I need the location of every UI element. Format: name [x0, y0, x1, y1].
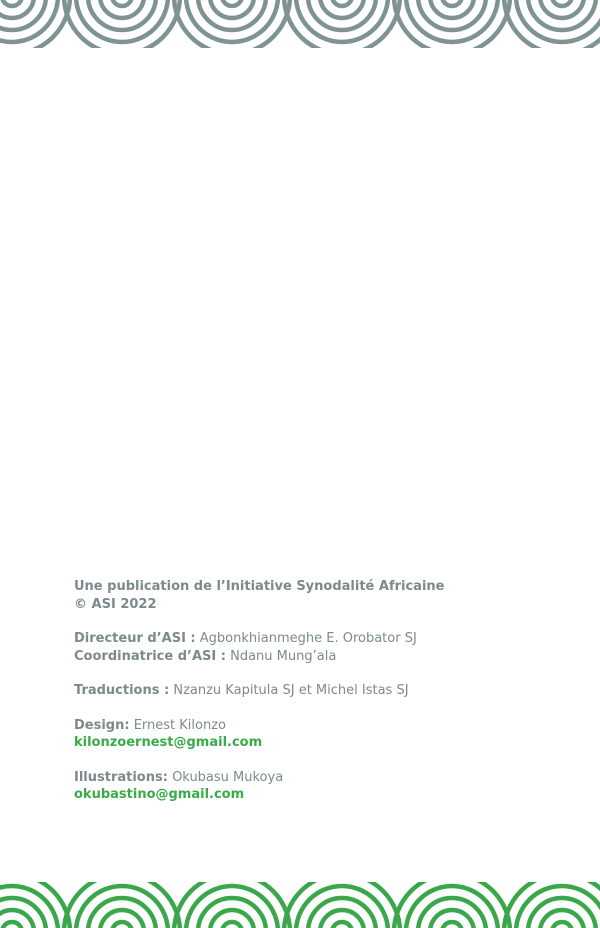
director-label: Directeur d’ASI :	[74, 631, 196, 646]
decorative-ring	[222, 0, 242, 6]
decorative-ring	[2, 0, 22, 6]
illustrations-label: Illustrations:	[74, 769, 168, 785]
decorative-ring	[320, 0, 364, 18]
coordinator-line	[74, 648, 574, 666]
director-name: Agbonkhianmeghe E. Orobator SJ	[199, 631, 417, 646]
design-line	[74, 717, 574, 735]
design-label: Design:	[74, 717, 130, 733]
translations-names: Nzanzu Kapitula SJ et Michel Istas SJ	[173, 683, 409, 698]
concentric-circles-pattern	[0, 0, 600, 48]
decorative-ring	[210, 0, 254, 18]
decorative-ring	[540, 910, 584, 928]
concentric-circles-pattern	[0, 882, 600, 928]
illustrations-line	[74, 769, 574, 787]
top-decorative-band	[0, 0, 600, 48]
decorative-ring	[210, 910, 254, 928]
copyright-line: © ASI 2022	[74, 596, 157, 612]
decorative-ring	[100, 0, 144, 18]
decorative-ring	[112, 0, 132, 6]
decorative-ring	[540, 0, 584, 18]
illustrations-email[interactable]: okubastino@gmail.com	[74, 787, 245, 802]
decorative-ring	[100, 910, 144, 928]
publication-line: Une publication de l’Initiative Synodalité Africaine	[74, 579, 445, 594]
decorative-ring	[332, 922, 352, 928]
illustrations-name: Okubasu Mukoya	[172, 769, 284, 785]
design-email[interactable]: kilonzoernest@gmail.com	[74, 735, 263, 750]
coordinator-label: Coordinatrice d’ASI :	[74, 648, 226, 664]
publication-credits	[74, 578, 574, 804]
decorative-ring	[430, 0, 474, 18]
translations-line	[74, 682, 574, 700]
translations-label: Traductions :	[74, 683, 170, 698]
decorative-ring	[112, 922, 132, 928]
decorative-ring	[442, 922, 462, 928]
decorative-ring	[320, 910, 364, 928]
decorative-ring	[2, 922, 22, 928]
decorative-ring	[222, 922, 242, 928]
decorative-ring	[430, 910, 474, 928]
decorative-ring	[552, 922, 572, 928]
bottom-decorative-band	[0, 882, 600, 928]
director-line	[74, 630, 574, 648]
decorative-ring	[332, 0, 352, 6]
coordinator-name: Ndanu Mung’ala	[230, 648, 337, 664]
design-name: Ernest Kilonzo	[133, 717, 226, 733]
decorative-ring	[442, 0, 462, 6]
decorative-ring	[552, 0, 572, 6]
